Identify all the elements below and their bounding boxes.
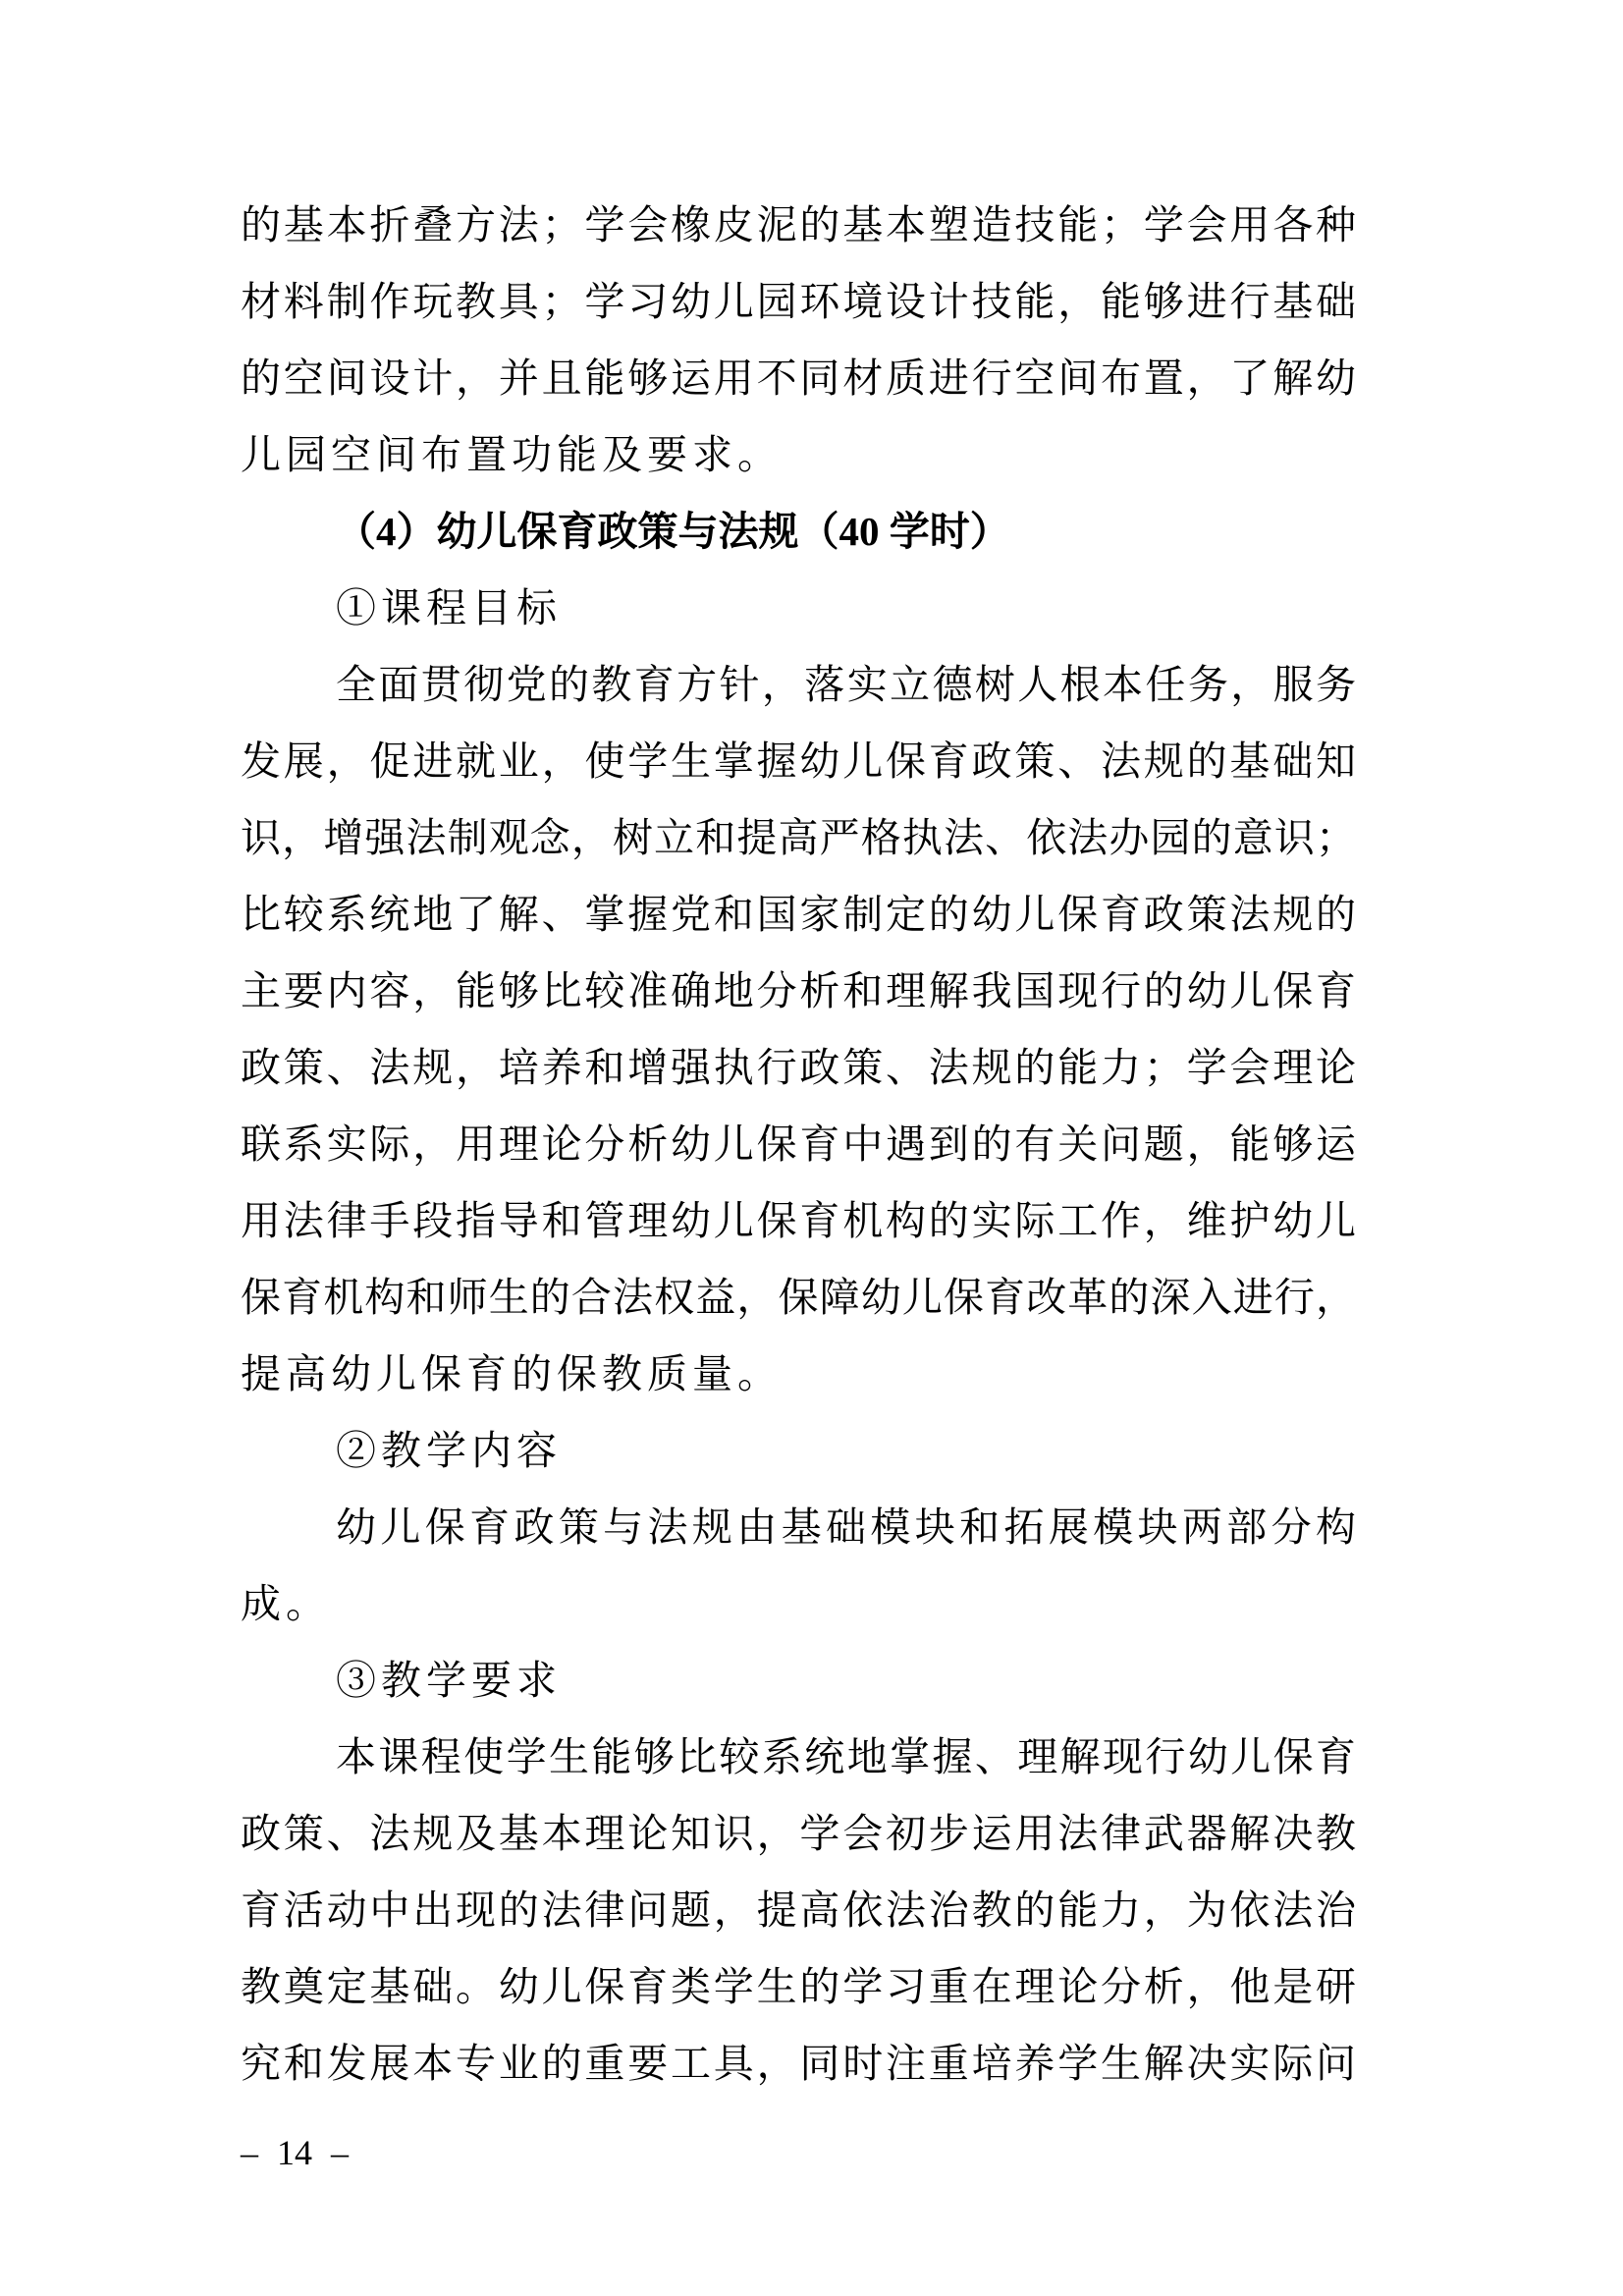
- text-line: 本课程使学生能够比较系统地掌握、理解现行幼儿保育: [336, 1734, 1356, 1779]
- text-line: 识，增强法制观念，树立和提高严格执法、依法办园的意识；: [241, 815, 1356, 860]
- text-line: 的空间设计，并且能够运用不同材质进行空间布置，了解幼: [241, 355, 1356, 401]
- page-number: – 14 –: [241, 2133, 349, 2172]
- text-line: 材料制作玩教具；学习幼儿园环境设计技能，能够进行基础: [241, 279, 1356, 324]
- subsection-heading: ③教学要求: [336, 1658, 562, 1703]
- text-line: 保育机构和师生的合法权益，保障幼儿保育改革的深入进行，: [241, 1275, 1356, 1320]
- text-line: 儿园空间布置功能及要求。: [241, 432, 783, 477]
- text-line: 政策、法规，培养和增强执行政策、法规的能力；学会理论: [241, 1045, 1356, 1090]
- text-block: [241, 187, 1356, 2102]
- text-line: 全面贯彻党的教育方针，落实立德树人根本任务，服务: [336, 662, 1356, 707]
- text-line: 究和发展本专业的重要工具，同时注重培养学生解决实际问: [241, 2041, 1356, 2086]
- text-line: 提高幼儿保育的保教质量。: [241, 1351, 783, 1396]
- subsection-heading: ②教学内容: [336, 1428, 562, 1473]
- text-line: 育活动中出现的法律问题，提高依法治教的能力，为依法治: [241, 1887, 1356, 1933]
- text-line: 主要内容，能够比较准确地分析和理解我国现行的幼儿保育: [241, 968, 1356, 1013]
- text-line: 成。: [241, 1581, 331, 1626]
- subsection-heading: ①课程目标: [336, 585, 562, 630]
- text-line: 的基本折叠方法；学会橡皮泥的基本塑造技能；学会用各种: [241, 202, 1356, 247]
- section-heading: （4）幼儿保育政策与法规（40 学时）: [336, 509, 1010, 554]
- text-line: 教奠定基础。幼儿保育类学生的学习重在理论分析，他是研: [241, 1964, 1356, 2009]
- text-line: 比较系统地了解、掌握党和国家制定的幼儿保育政策法规的: [241, 892, 1356, 937]
- text-line: 用法律手段指导和管理幼儿保育机构的实际工作，维护幼儿: [241, 1198, 1356, 1243]
- text-line: 发展，促进就业，使学生掌握幼儿保育政策、法规的基础知: [241, 738, 1356, 784]
- text-line: 政策、法规及基本理论知识，学会初步运用法律武器解决教: [241, 1811, 1356, 1856]
- text-line: 幼儿保育政策与法规由基础模块和拓展模块两部分构: [336, 1504, 1356, 1550]
- text-line: 联系实际，用理论分析幼儿保育中遇到的有关问题，能够运: [241, 1121, 1356, 1167]
